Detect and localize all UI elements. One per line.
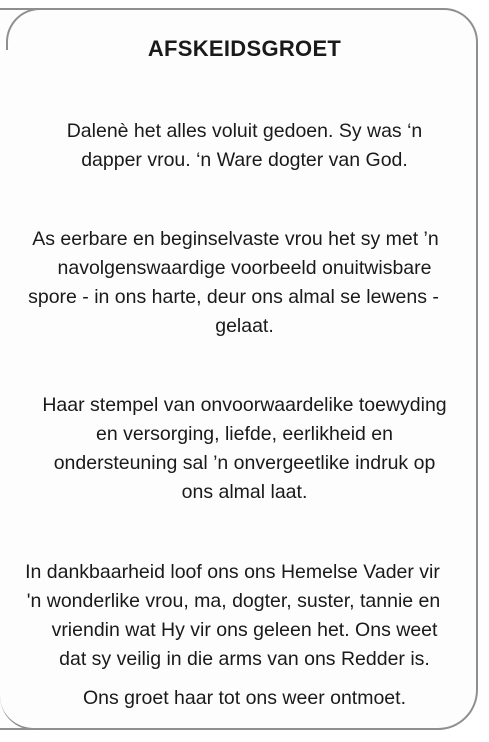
paragraph-1 xyxy=(0,117,489,175)
paragraph-4 xyxy=(0,558,489,674)
text-line: In dankbaarheid loof ons ons Hemelse Vader vir xyxy=(25,561,440,583)
text-line: As eerbare en beginselvaste vrou het sy met ’n xyxy=(32,228,439,250)
text-line: dapper vrou. ‘n Ware dogter van God. xyxy=(81,149,408,171)
text-line: dat sy veilig in die arms van ons Redder is. xyxy=(59,648,430,670)
paragraph-3 xyxy=(0,391,489,507)
text-line: 'n wonderlike vrou, ma, dogter, suster, tannie en xyxy=(26,590,441,612)
text-line: vriendin wat Hy vir ons geleen het. Ons weet xyxy=(51,619,438,641)
text-line: Haar stempel van onvoorwaardelike toewyding xyxy=(42,394,447,416)
paragraph-5 xyxy=(0,684,489,713)
text-line: en versorging, liefde, eerlikheid en xyxy=(95,423,393,445)
text-line: spore - in ons harte, deur ons almal se lewens - xyxy=(28,286,439,308)
text-line: ons almal laat. xyxy=(181,481,308,503)
text-line: gelaat. xyxy=(215,315,274,337)
text-line: ondersteuning sal ’n onvergeetlike indruk op xyxy=(53,452,436,474)
text-line: Ons groet haar tot ons weer ontmoet. xyxy=(82,687,406,709)
text-line: Dalenè het alles voluit gedoen. Sy was ‘n xyxy=(66,120,423,142)
text-line: navolgenswaardige voorbeeld onuitwisbare xyxy=(57,257,432,279)
paragraph-2 xyxy=(0,225,489,341)
page-title: AFSKEIDSGROET xyxy=(147,36,342,61)
